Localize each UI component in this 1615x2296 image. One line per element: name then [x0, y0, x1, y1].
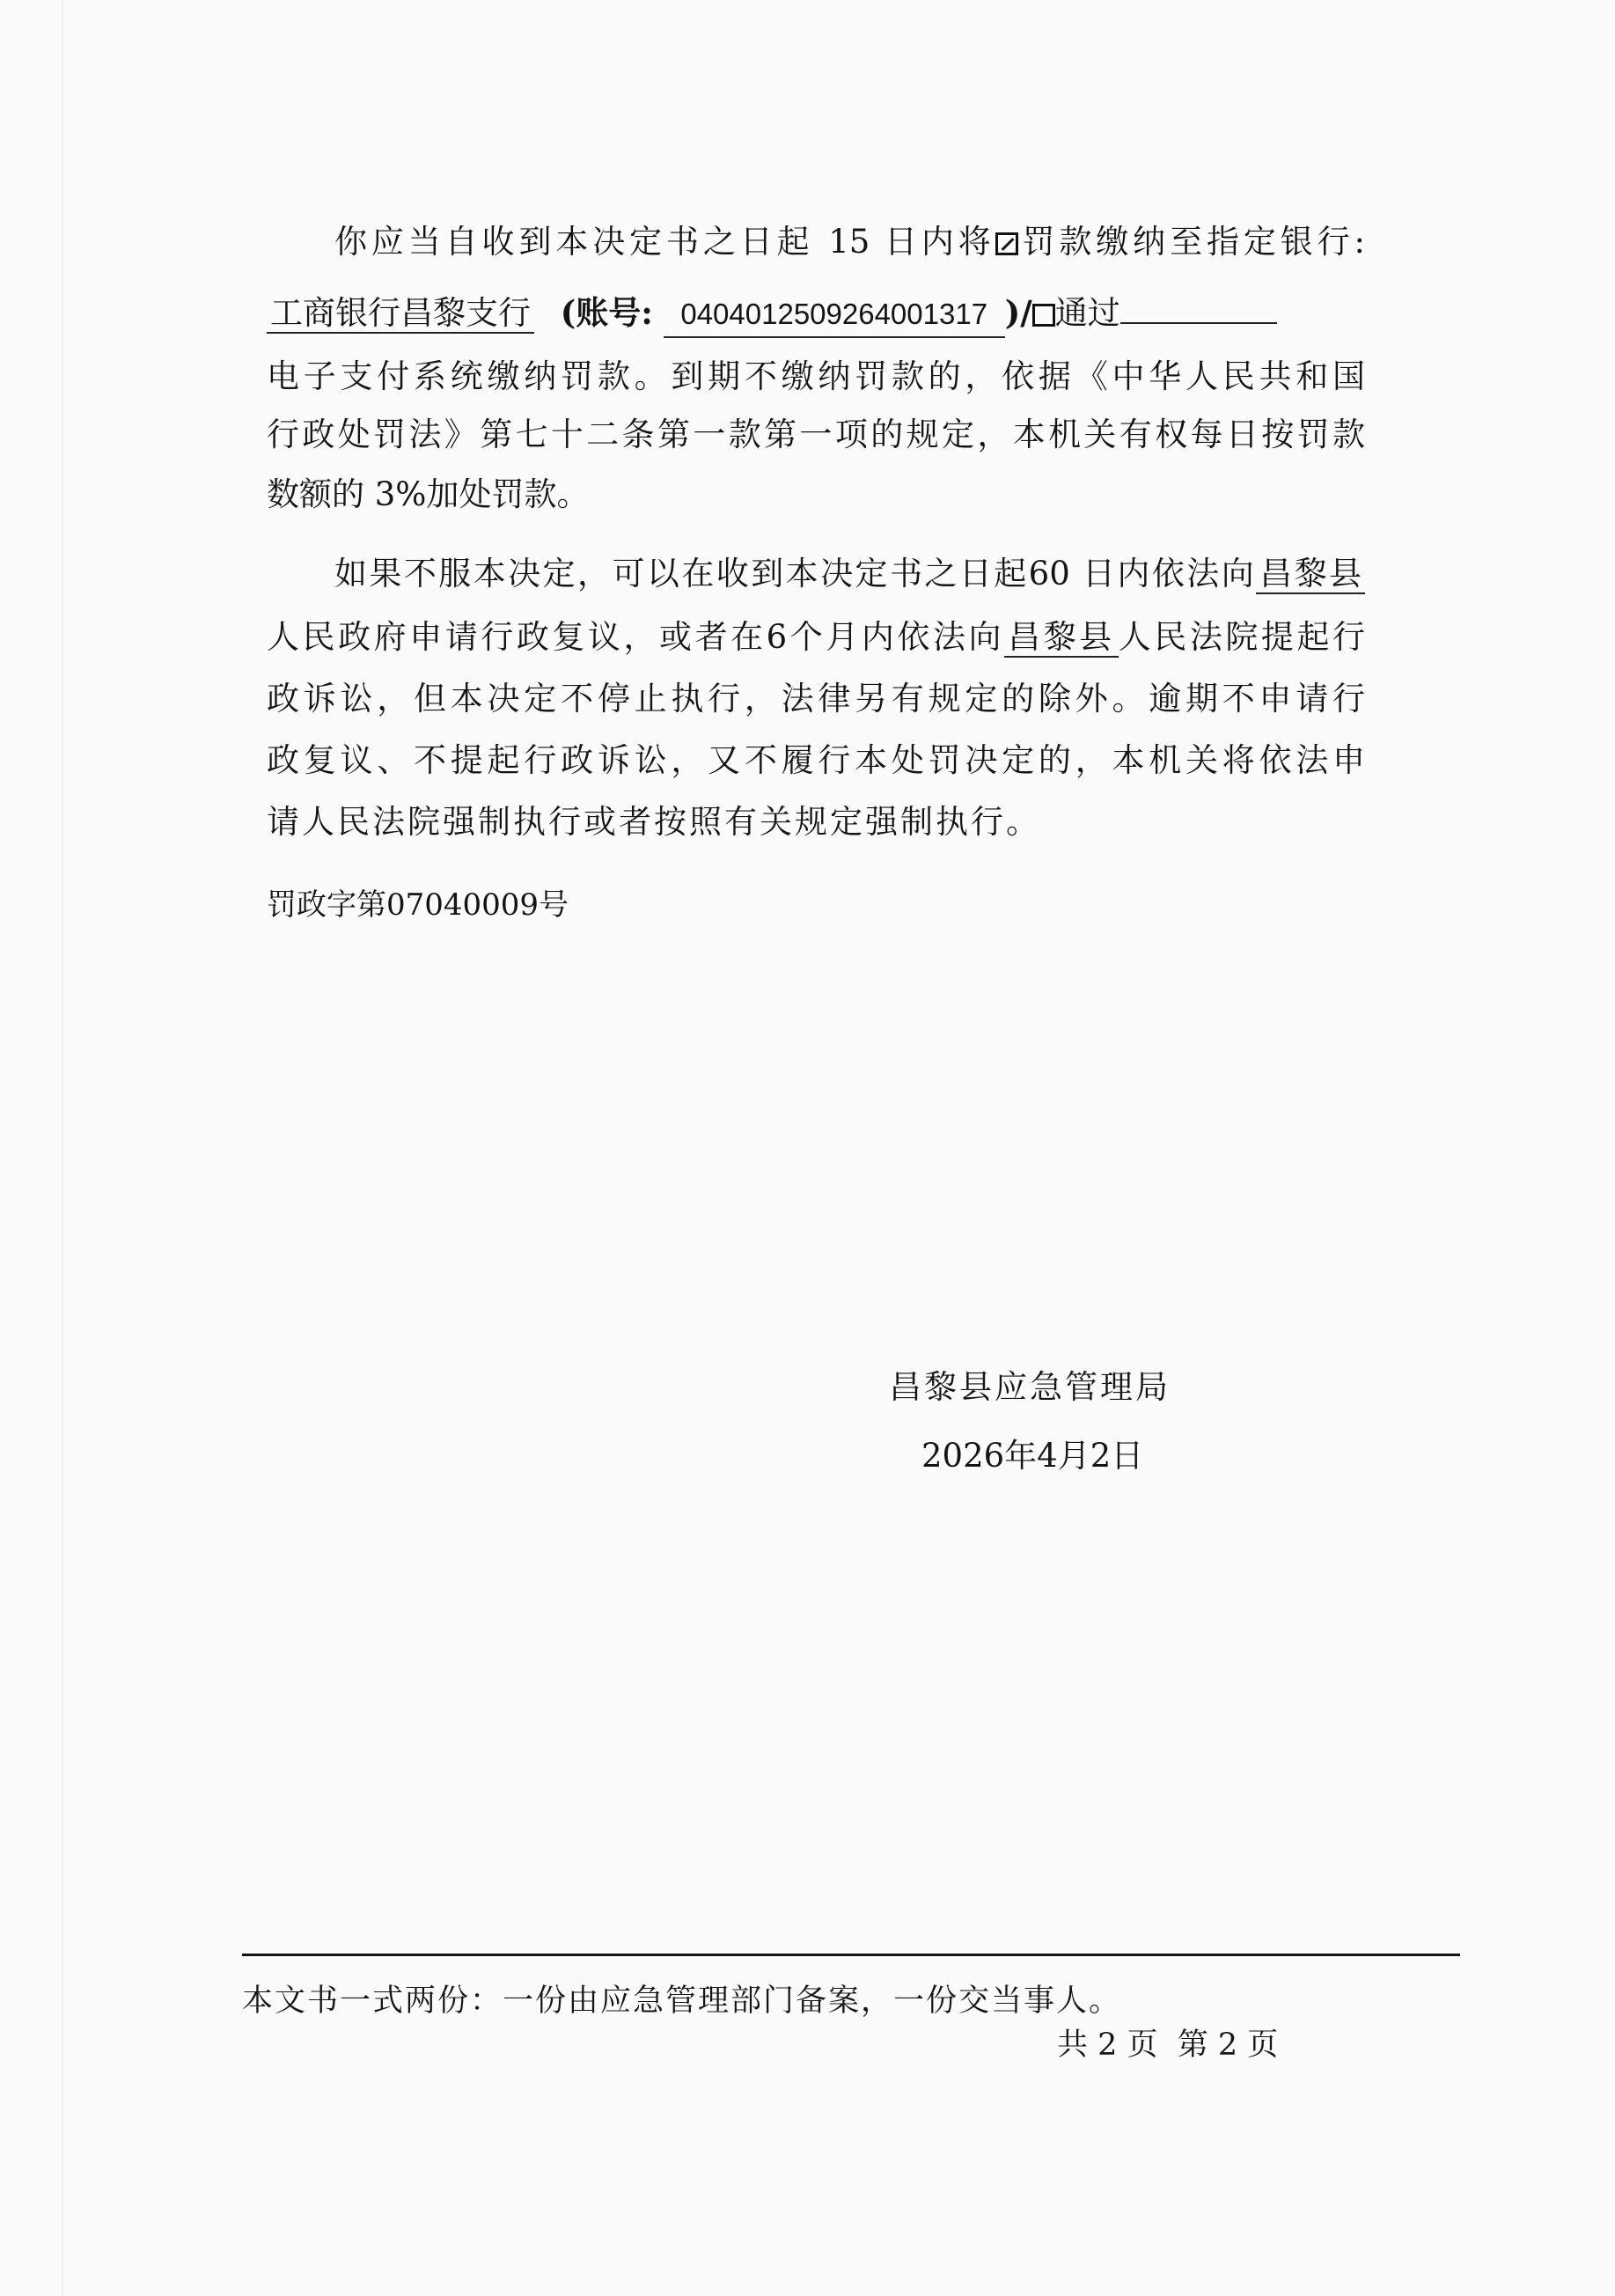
footer-divider — [242, 1954, 1460, 1956]
text: 你应当自收到本决定书之日起 15 日内将 — [334, 223, 995, 261]
payment-line-1 — [334, 220, 1365, 264]
account-number: 0404012509264001317 — [664, 292, 1005, 338]
county-name: 昌黎县 — [1004, 618, 1119, 658]
appeal-line-4: 政复议、不提起行政诉讼，又不履行本处罚决定的，本机关将依法申 — [267, 741, 1365, 779]
fine-checkbox-checked — [995, 232, 1018, 255]
page-info: 共 2 页 第 2 页 — [1057, 2027, 1279, 2063]
appeal-line-3: 政诉讼，但本决定不停止执行，法律另有规定的除外。逾期不申请行 — [267, 680, 1365, 718]
text: 罚款缴纳至指定银行: — [1017, 223, 1365, 261]
county-name: 昌黎县 — [1256, 555, 1365, 594]
payment-line-2 — [267, 289, 1277, 338]
appeal-line-5: 请人民法院强制执行或者按照有关规定强制执行。 — [267, 803, 1041, 841]
payment-line-3: 电子支付系统缴纳罚款。到期不缴纳罚款的，依据《中华人民共和国 — [267, 357, 1365, 395]
text: )/ — [1004, 293, 1032, 332]
footer-note: 本文书一式两份：一份由应急管理部门备案，一份交当事人。 — [242, 1983, 1122, 2019]
text: 通过 — [1054, 294, 1120, 332]
appeal-line-2 — [267, 615, 1365, 659]
blank-field — [1120, 289, 1277, 324]
text: 如果不服本决定，可以在收到本决定书之日起60 日内依法向 — [334, 555, 1257, 592]
payment-line-5: 数额的 3%加处罚款。 — [267, 475, 590, 513]
bank-name: 工商银行昌黎支行 — [267, 294, 534, 334]
appeal-line-1 — [334, 552, 1365, 596]
issue-date: 2026年4月2日 — [921, 1437, 1144, 1475]
issuing-authority: 昌黎县应急管理局 — [889, 1368, 1171, 1406]
reference-number: 罚政字第07040009号 — [267, 887, 569, 923]
account-label: (账号: — [560, 293, 653, 332]
text: 人民政府申请行政复议，或者在6个月内依法向 — [267, 618, 1005, 656]
payment-line-4: 行政处罚法》第七十二条第一款第一项的规定，本机关有权每日按罚款 — [267, 416, 1365, 453]
electronic-checkbox — [1032, 304, 1055, 327]
text: 人民法院提起行 — [1118, 618, 1366, 656]
scan-edge — [62, 0, 63, 2296]
